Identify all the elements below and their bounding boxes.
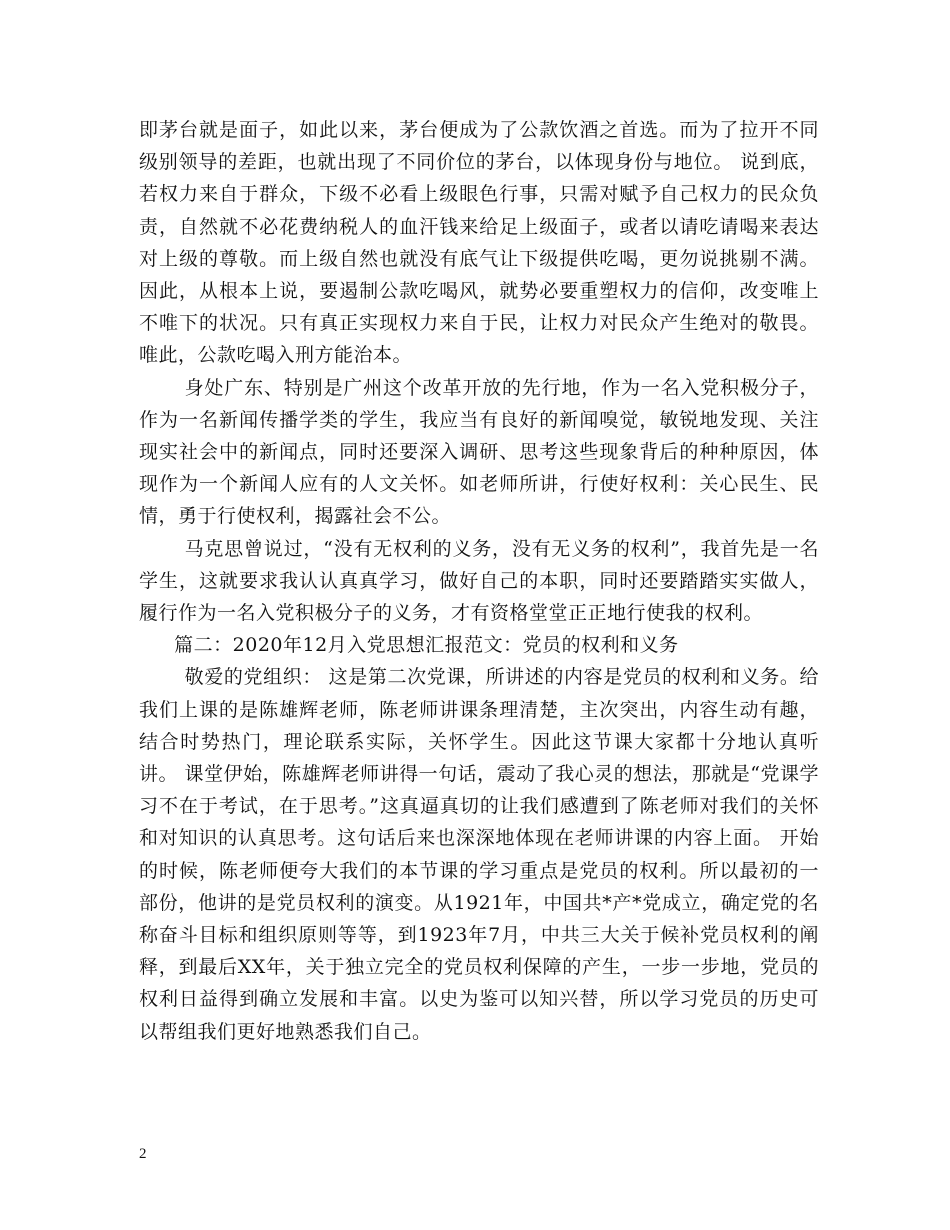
section-heading: 篇二：2020年12月入党思想汇报范文：党员的权利和义务 xyxy=(174,634,679,657)
page-number: 2 xyxy=(139,1146,147,1162)
paragraph-1: 即茅台就是面子，如此以来，茅台便成为了公款饮酒之首选。而为了拉开不同级别领导的差距，也就出现了不同价位的茅台，以体现身份与地位。 说到底，若权力来自于群众，下级不必看上级眼色行事，只需对赋予自己权力的民众负责，自然就不必花费纳税人的血汗钱来给足上级面子，或者以请吃请喝来表达对上级的尊敬。而上级自然也就没有底气让下级提供吃喝，更勿说挑剔不满。因此，从根本上说，要遏制公款吃喝风，就势必要重塑权力的信仰，改变唯上不唯下的状况。只有真正实现权力来自于民，让权力对民众产生绝对的敬畏。唯此，公款吃喝入刑方能治本。 xyxy=(139,119,819,367)
paragraph-4: 敬爱的党组织： 这是第二次党课，所讲述的内容是党员的权利和义务。给我们上课的是陈雄辉老师，陈老师讲课条理清楚，主次突出，内容生动有趣，结合时势热门，理论联系实际，关怀学生。因此这节课大家都十分地认真听讲。 课堂伊始，陈雄辉老师讲得一句话，震动了我心灵的想法，那就是“党课学习不在于考试，在于思考。”这真逼真切的让我们感遭到了陈老师对我们的关怀和对知识的认真思考。这句话后来也深深地体现在老师讲课的内容上面。 开始的时候，陈老师便夸大我们的本节课的学习重点是党员的权利。所以最初的一部份，他讲的是党员权利的演变。从1921年，中国共*产*党成立，确定党的名称奋斗目标和组织原则等等，到1923年7月，中共三大关于候补党员权利的阐释，到最后XX年，关于独立完全的党员权利保障的产生，一步一步地，党员的权利日益得到确立发展和丰富。以史为鉴可以知兴替，所以学习党员的历史可以帮组我们更好地熟悉我们自己。 xyxy=(139,666,819,1043)
document-body xyxy=(139,114,819,1048)
paragraph-2: 身处广东、特别是广州这个改革开放的先行地，作为一名入党积极分子，作为一名新闻传播学类的学生，我应当有良好的新闻嗅觉，敏锐地发现、关注现实社会中的新闻点，同时还要深入调研、思考这些现象背后的种种原因，体现作为一个新闻人应有的人文关怀。如老师所讲，行使好权利：关心民生、民情，勇于行使权利，揭露社会不公。 xyxy=(139,376,819,528)
paragraph-3: 马克思曾说过，“没有无权利的义务，没有无义务的权利”，我首先是一名学生，这就要求我认认真真学习，做好自己的本职，同时还要踏踏实实做人，履行作为一名入党积极分子的义务，才有资格堂堂正正地行使我的权利。 xyxy=(139,537,819,625)
